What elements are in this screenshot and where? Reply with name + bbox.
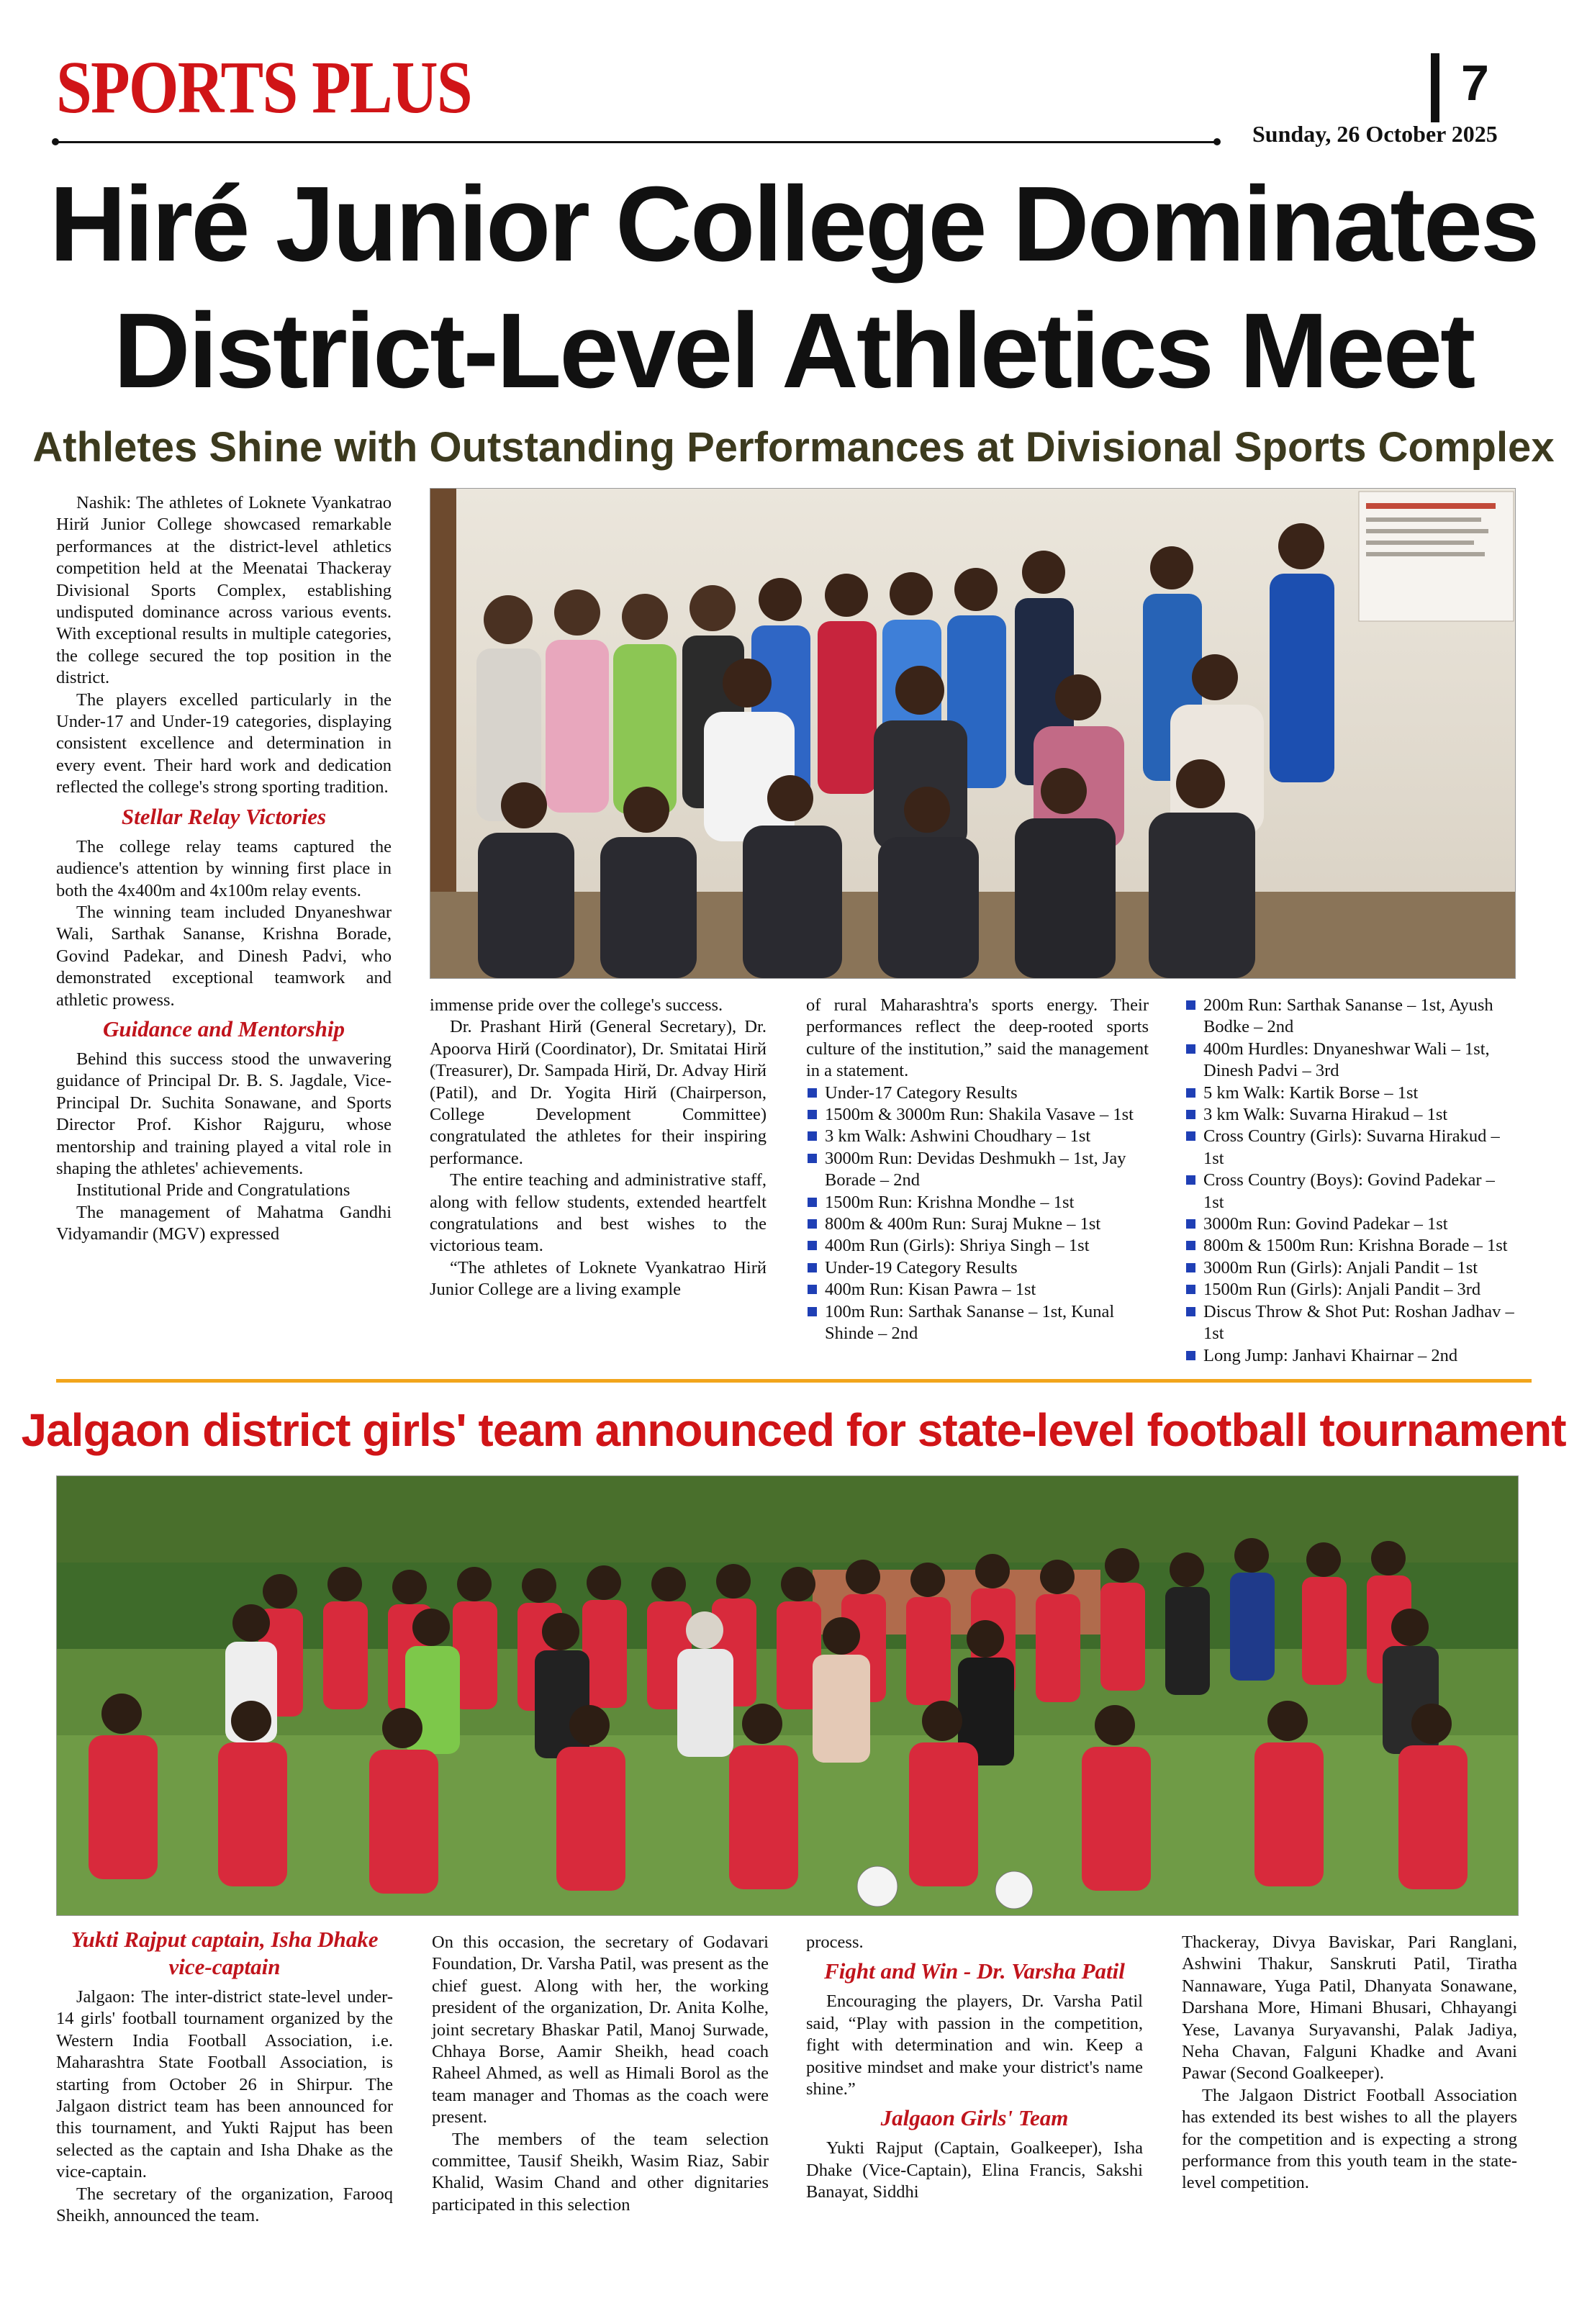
article2-headline: Jalgaon district girls' team announced for state-level football tournament (21, 1404, 1566, 1456)
paragraph: The secretary of the organization, Farooq Sheikh, announced the team. (56, 2184, 393, 2226)
list-item: 1500m Run: Krishna Mondhe – 1st (806, 1192, 1149, 1213)
paragraph: “The athletes of Loknete Vyankatrao Hirй Junior College are a living example (430, 1257, 767, 1300)
list-item: 3000m Run: Devidas Deshmukh – 1st, Jay Borade – 2nd (806, 1148, 1149, 1192)
paragraph: Encouraging the players, Dr. Varsha Patil said, “Play with passion in the competition, fight with determination and win. Keep a positive mindset and make your district's name shine.” (806, 1991, 1143, 2099)
under-19-results-list (1185, 995, 1517, 1367)
athletes-group-photo (430, 488, 1516, 979)
list-item: 1500m & 3000m Run: Shakila Vasave – 1st (806, 1104, 1149, 1126)
list-item: 3 km Walk: Suvarna Hirakud – 1st (1185, 1104, 1517, 1126)
article1-column-4 (1185, 995, 1517, 1367)
subheading-captain: Yukti Rajput captain, Isha Dhake vice-captain (71, 1927, 379, 1979)
paragraph: The entire teaching and administrative staff, along with fellow students, extended heartfelt congratulations and best wishes to the victorious team. (430, 1170, 767, 1256)
paragraph: Dr. Prashant Hirй (General Secretary), Dr. Apoorva Hirй (Coordinator), Dr. Smitatai Hirй (Treasurer), Dr. Sampada Hirй, Dr. Advay Hirй (Patil), and Dr. Yogita Hirй (Chairperson, College Development Committee) congratulated the athletes for their inspiring performance. (430, 1017, 767, 1168)
subheading-fight-and-win: Fight and Win - Dr. Varsha Patil (824, 1958, 1125, 1984)
paragraph: On this occasion, the secretary of Godavari Foundation, Dr. Varsha Patil, was present as the chief guest. Along with her, the working president of the organization, Dr. Anita Kolhe, joint secretary Bhaskar Patil, Manoj Surwade, Chhaya Borse, Aamir Sheikh, head coach Raheel Ahmed, as well as Himali Borol as the team manager and Thomas as the coach were present. (432, 1932, 769, 2128)
article2-column-2 (432, 1932, 769, 2216)
list-item: Under-17 Category Results (806, 1082, 1149, 1104)
list-item: 3000m Run: Govind Padekar – 1st (1185, 1213, 1517, 1235)
paragraph: The college relay teams captured the audience's attention by winning first place in both the 4x400m and 4x100m relay events. (56, 836, 392, 900)
subheading-girls-team: Jalgaon Girls' Team (880, 2105, 1069, 2131)
paragraph: The management of Mahatma Gandhi Vidyamandir (MGV) expressed (56, 1202, 392, 1244)
list-item: Discus Throw & Shot Put: Roshan Jadhav – 1st (1185, 1301, 1517, 1345)
article1-subheadline: Athletes Shine with Outstanding Performances at Divisional Sports Complex (32, 424, 1555, 471)
list-item: 5 km Walk: Kartik Borse – 1st (1185, 1082, 1517, 1104)
section-masthead: SPORTS PLUS (56, 46, 471, 129)
paragraph: Thackeray, Divya Baviskar, Pari Ranglani, Ashwini Thakur, Sanskruti Patil, Tiratha Nannaware, Yuga Patil, Dhanyata Sonawane, Darshana More, Himani Bhusari, Chhayangi Yese, Lavanya Suryavanshi, Palak Jadiya, Neha Chavan, Falguni Khadke and Avani Pawar (Second Goalkeeper). (1182, 1932, 1517, 2084)
list-item: 3000m Run (Girls): Anjali Pandit – 1st (1185, 1257, 1517, 1279)
list-item: Cross Country (Boys): Govind Padekar – 1st (1185, 1170, 1517, 1213)
list-item: 200m Run: Sarthak Sananse – 1st, Ayush Bodke – 2nd (1185, 995, 1517, 1039)
page-number-bar (1431, 53, 1439, 122)
list-item: Cross Country (Girls): Suvarna Hirakud – 1st (1185, 1126, 1517, 1170)
masthead-rule (56, 141, 1216, 143)
list-item: 800m & 400m Run: Suraj Mukne – 1st (806, 1213, 1149, 1235)
article2-column-4 (1182, 1932, 1517, 2194)
list-item: Under-19 Category Results (806, 1257, 1149, 1279)
headline-line2: District-Level Athletics Meet (113, 291, 1474, 410)
list-item: 400m Hurdles: Dnyaneshwar Wali – 1st, Dinesh Padvi – 3rd (1185, 1039, 1517, 1082)
paragraph: The Jalgaon District Football Association has extended its best wishes to all the players for the competition and is expecting a strong performance from this youth team in the state-level competition. (1182, 2085, 1517, 2193)
article1-headline (0, 161, 1587, 415)
paragraph: of rural Maharashtra's sports energy. Their performances reflect the deep-rooted sports culture of the institution,” said the management in a statement. (806, 995, 1149, 1081)
paragraph: The winning team included Dnyaneshwar Wali, Sarthak Sananse, Krishna Borade, Govind Padekar, and Dinesh Padvi, who demonstrated exceptional teamwork and athletic prowess. (56, 902, 392, 1010)
paragraph: process. (806, 1932, 864, 1952)
list-item: 400m Run (Girls): Shriya Singh – 1st (806, 1235, 1149, 1257)
article1-column-3 (806, 995, 1149, 1345)
under-17-results-list (806, 1082, 1149, 1345)
rule-dot-right (1213, 138, 1221, 145)
subheading-relay: Stellar Relay Victories (121, 803, 327, 829)
athletes-photo-illustration (430, 489, 1515, 978)
paragraph: Institutional Pride and Congratulations (76, 1180, 351, 1201)
headline-line1: Hiré Junior College Dominates (49, 165, 1538, 284)
subheading-guidance: Guidance and Mentorship (103, 1016, 345, 1041)
page-number: 7 (1461, 55, 1489, 111)
football-photo-illustration (57, 1476, 1518, 1915)
article2-column-1 (56, 1926, 393, 2227)
paragraph: immense pride over the college's success. (430, 995, 723, 1015)
section-divider (56, 1379, 1532, 1383)
list-item: 3 km Walk: Ashwini Choudhary – 1st (806, 1126, 1149, 1147)
paragraph: Nashik: The athletes of Loknete Vyankatrao Hirй Junior College showcased remarkable performances at the district-level athletics competition held at the Meenatai Thackeray Divisional Sports Complex, establishing undisputed dominance across various events. With exceptional results in multiple categories, the college secured the top position in the district. (56, 493, 392, 688)
paragraph: Jalgaon: The inter-district state-level under-14 girls' football tournament organized by the Western India Football Association, i.e. Maharashtra State Football Association, is starting from October 26 in Shirpur. The Jalgaon district team has been announced for this tournament, and Yukti Rajput has been selected as the captain and Isha Dhake as the vice-captain. (56, 1987, 393, 2182)
paragraph: The members of the team selection committee, Tausif Sheikh, Wasim Riaz, Sabir Khalid, Wasim Chand and other dignitaries participated in this selection (432, 2129, 769, 2215)
list-item: 100m Run: Sarthak Sananse – 1st, Kunal Shinde – 2nd (806, 1301, 1149, 1345)
list-item: 800m & 1500m Run: Krishna Borade – 1st (1185, 1235, 1517, 1257)
list-item: 1500m Run (Girls): Anjali Pandit – 3rd (1185, 1279, 1517, 1301)
paragraph: The players excelled particularly in the Under-17 and Under-19 categories, displaying consistent excellence and determination in every event. Their hard work and dedication reflected the college's strong sporting tradition. (56, 689, 392, 797)
article2-column-3 (806, 1932, 1143, 2204)
list-item: 400m Run: Kisan Pawra – 1st (806, 1279, 1149, 1301)
rule-dot-left (52, 138, 59, 145)
issue-date: Sunday, 26 October 2025 (1252, 121, 1498, 147)
article1-column-2 (430, 995, 767, 1301)
list-item: Long Jump: Janhavi Khairnar – 2nd (1185, 1345, 1517, 1367)
football-team-photo (56, 1475, 1519, 1916)
paragraph: Yukti Rajput (Captain, Goalkeeper), Isha Dhake (Vice-Captain), Elina Francis, Sakshi Banayat, Siddhi (806, 2138, 1143, 2202)
article1-column-1 (56, 492, 392, 1246)
paragraph: Behind this success stood the unwavering guidance of Principal Dr. B. S. Jagdale, Vice-Principal Dr. Suchita Sonawane, and Sports Director Prof. Kishor Rajguru, whose mentorship and training played a vital role in shaping the athletes' achievements. (56, 1049, 392, 1178)
